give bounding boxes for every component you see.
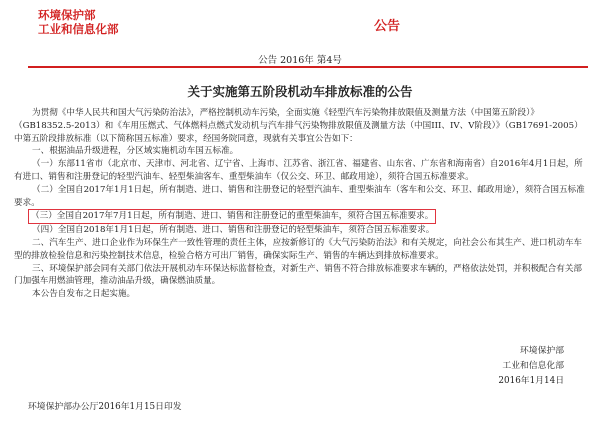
section-two: 二、汽车生产、进口企业作为环保生产一致性管理的责任主体，应按新修订的《大气污染防治法》和有关规定，向社会公布其生产、进口机动车车型的排放检验信息和污染控制技术信息，检验合格方可出厂销售，确保实际生产、销售的车辆达到排放标准要求。 — [14, 237, 583, 261]
clause-four: （四）全国自2018年1月1日起，所有制造、进口、销售和注册登记的轻型柴油车，须符合国五标准要求。 — [32, 225, 435, 236]
issuance-footer: 环境保护部办公厅2016年1月15日印发 — [28, 402, 182, 412]
issuer-mep: 环境保护部 — [38, 8, 96, 22]
signature-date: 2016年1月14日 — [498, 376, 564, 386]
red-divider-line — [28, 66, 588, 68]
announcement-body — [14, 107, 588, 301]
clause-three-highlighted: （三）全国自2017年7月1日起，所有制造、进口、销售和注册登记的重型柴油车，须符合国五标准要求。 — [28, 209, 436, 224]
clause-one: （一）东部11省市（北京市、天津市、河北省、辽宁省、上海市、江苏省、浙江省、福建省、山东省、广东省和海南省）自2016年4月1日起，所有进口、销售和注册登记的轻型汽油车、轻型柴油客车、重型柴油车（仅公交、环卫、邮政用途），须符合国五标准要求。 — [14, 159, 583, 182]
clause-two: （二）全国自2017年1月1日起，所有制造、进口、销售和注册登记的轻型汽油车、重型柴油车（客车和公交、环卫、邮政用途），须符合国五标准要求。 — [14, 184, 585, 208]
issuing-organizations — [38, 8, 119, 36]
preamble-paragraph: 为贯彻《中华人民共和国大气污染防治法》，严格控制机动车污染，全面实施《轻型汽车污染物排放限值及测量方法（中国第五阶段）》（GB18352.5-2013）和《车用压燃式、气体燃料点燃式发动机与汽车排气污染物排放限值及测量方法（中国III、IV、V阶段）》（GB17691-2005）中第五阶段排放标准（以下简称国五标准）要求，经国务院同意，现就有关事宜公告如下： — [14, 108, 583, 144]
signatory-miit: 工业和信息化部 — [502, 361, 564, 371]
effective-statement: 本公告自发布之日起实施。 — [32, 289, 136, 300]
document-type-label: 公告 — [374, 19, 401, 34]
section-three: 三、环境保护部会同有关部门依法开展机动车环保达标监督检查，对新生产、销售不符合排放标准要求车辆的，严格依法处罚，并积极配合有关部门加强车用燃油管理，推动油品升级，确保燃油质量。 — [14, 263, 583, 287]
signatory-mep: 环境保护部 — [520, 346, 564, 356]
clause-three-row — [14, 209, 588, 224]
announcement-title: 关于实施第五阶段机动车排放标准的公告 — [187, 84, 413, 99]
issuer-miit: 工业和信息化部 — [38, 22, 119, 36]
section-one-heading: 一、根据油品升级进程，分区域实施机动车国五标准。 — [32, 146, 239, 157]
document-number: 公告 2016年 第4号 — [258, 55, 342, 66]
signature-block — [498, 344, 564, 389]
